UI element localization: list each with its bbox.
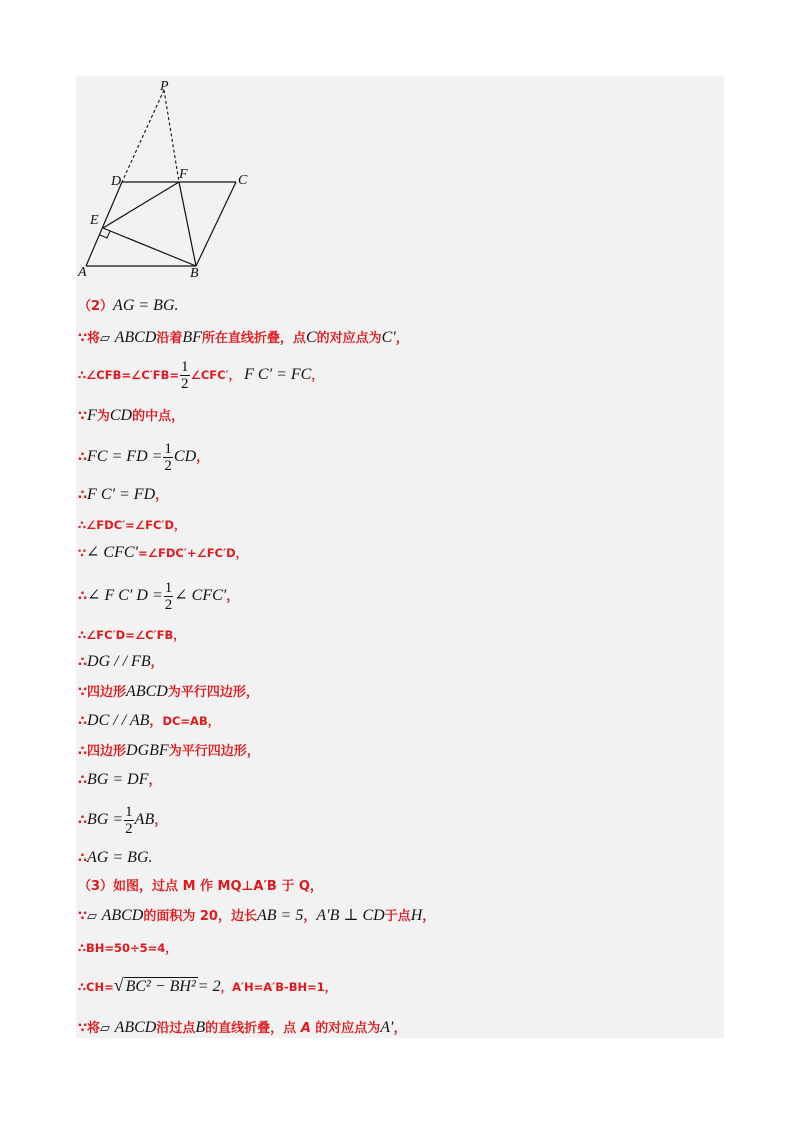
label-c: C	[238, 173, 248, 188]
segment-fb	[179, 182, 196, 266]
line-area-20: ∵▱ ABCD的面积为 20，边长AB = 5，A′B ⊥ CD于点H，	[78, 907, 436, 924]
line-part3-intro: （3）如图，过点 M 作 MQ⊥A′B 于 Q，	[78, 879, 323, 894]
line-bg-half-ab: ∴BG = $\frac{1}{2}$ AB，	[78, 804, 168, 837]
label-b: B	[190, 266, 199, 281]
line-part2-claim: （2）AG = BG.	[78, 297, 179, 314]
line-angle-fcd-cfb: ∴∠FC′D=∠C′FB，	[78, 628, 185, 642]
label-e: E	[90, 213, 99, 228]
segment-eb	[103, 228, 196, 266]
line-angle-cfc: ∵∠ CFC′=∠FDC′+∠FC′D，	[78, 544, 248, 561]
line-ch: ∴CH=√ BC² − BH² = 2，A′H=A′B-BH=1，	[78, 975, 337, 995]
line-angle-fcd-half: ∴∠ F C′ D = $\frac{1}{2}$ ∠ CFC′，	[78, 580, 240, 613]
line-fc-fd: ∴FC = FD = $\frac{1}{2}$ CD，	[78, 441, 210, 474]
line-abcd-parallelogram: ∵四边形ABCD为平行四边形，	[78, 683, 259, 700]
right-angle-mark	[100, 231, 110, 238]
line-fc-prime-fd: ∴F C′ = FD，	[78, 486, 169, 503]
line-fold-bf: ∵将▱ ABCD沿着BF所在直线折叠，点C的对应点为C′，	[78, 329, 409, 346]
line-dgbf-parallelogram: ∴四边形DGBF为平行四边形，	[78, 742, 260, 759]
line-dc-parallel-ab: ∴DC / / AB，DC=AB，	[78, 712, 220, 729]
label-f: F	[179, 167, 188, 182]
label-d: D	[111, 174, 122, 189]
line-bg-df: ∴BG = DF，	[78, 771, 162, 788]
line-ag-bg: ∴AG = BG.	[78, 849, 153, 866]
label-a: A	[78, 265, 87, 280]
line-dg-parallel-fb: ∴DG / / FB，	[78, 653, 164, 670]
line-f-midpoint: ∵F为CD的中点，	[78, 407, 185, 424]
line-angle-fdc: ∴∠FDC′=∠FC′D，	[78, 518, 186, 532]
dashed-pd	[122, 90, 164, 182]
line-bh: ∴BH=50÷5=4，	[78, 941, 177, 955]
segment-cb	[196, 182, 236, 266]
geometry-figure	[76, 78, 266, 288]
dashed-pf	[164, 90, 179, 182]
line-angle-cfb: ∴∠CFB=∠C′FB= $\frac{1}{2}$ ∠CFC′， F C′ = FC，	[78, 359, 323, 392]
label-p: P	[160, 79, 169, 94]
line-fold-b: ∵将▱ ABCD沿过点B的直线折叠，点 A 的对应点为A′，	[78, 1019, 407, 1036]
